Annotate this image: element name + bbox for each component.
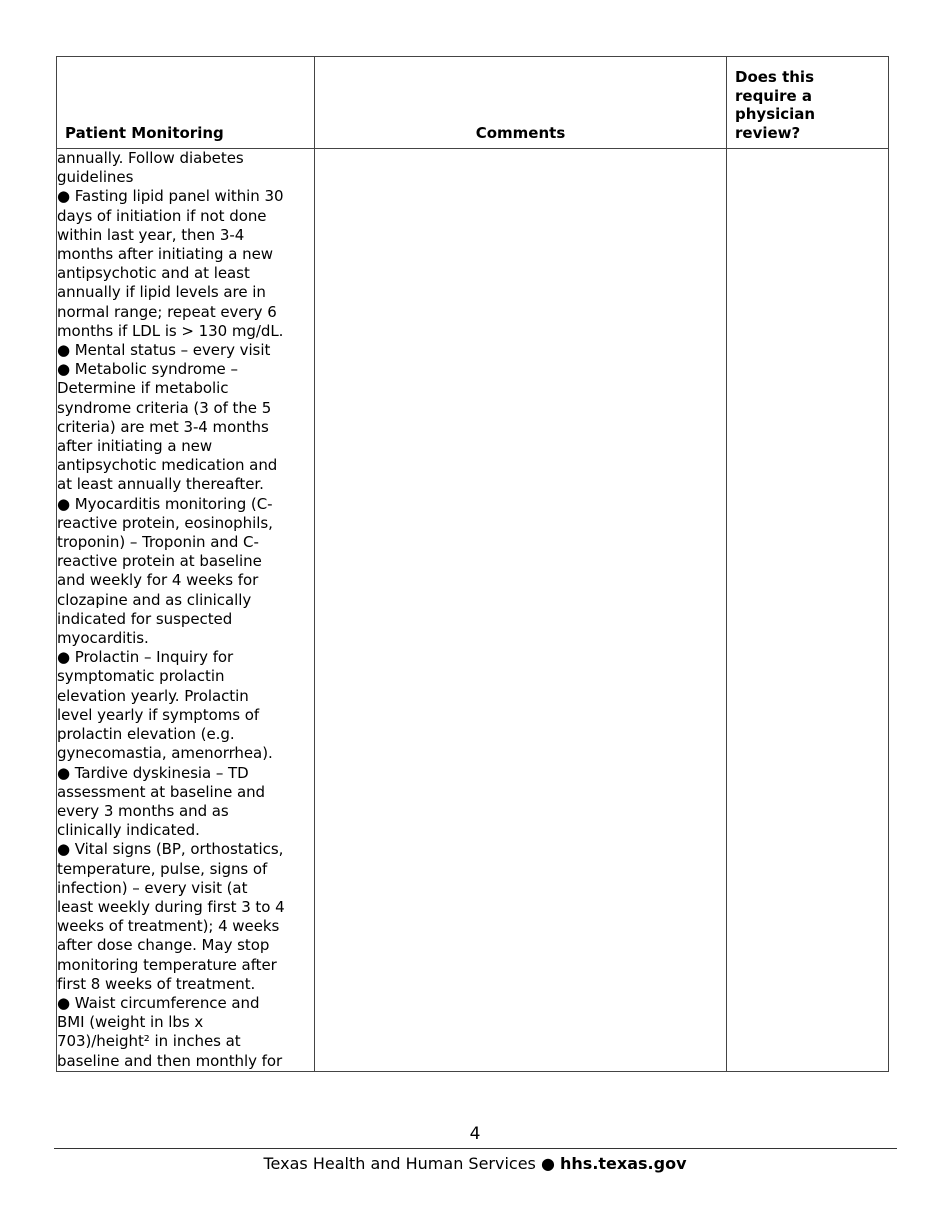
physician-review-cell bbox=[727, 149, 889, 1072]
monitoring-text-line: after dose change. May stop bbox=[57, 936, 270, 955]
header-physician-review-line: require a bbox=[735, 86, 813, 105]
footer-domain: hhs.texas.gov bbox=[560, 1154, 687, 1173]
monitoring-text-line: antipsychotic medication and bbox=[57, 456, 278, 475]
monitoring-text-line: after initiating a new bbox=[57, 437, 213, 456]
monitoring-text-line: monitoring temperature after bbox=[57, 955, 277, 974]
monitoring-text-line: symptomatic prolactin bbox=[57, 667, 225, 686]
monitoring-text-line: myocarditis. bbox=[57, 629, 149, 648]
header-physician-review-line: Does this bbox=[735, 68, 814, 86]
monitoring-text-line: months after initiating a new bbox=[57, 245, 273, 264]
monitoring-text-line: temperature, pulse, signs of bbox=[57, 859, 268, 878]
monitoring-text-line: ● Mental status – every visit bbox=[57, 341, 271, 360]
monitoring-text-line: ● Vital signs (BP, orthostatics, bbox=[57, 840, 284, 859]
monitoring-text-line: ● Prolactin – Inquiry for bbox=[57, 648, 234, 667]
monitoring-text-line: ● Myocarditis monitoring (C- bbox=[57, 494, 273, 513]
monitoring-text-line: ● Fasting lipid panel within 30 bbox=[57, 187, 284, 206]
monitoring-text-line: ● Tardive dyskinesia – TD bbox=[57, 763, 249, 782]
monitoring-text-line: 703)/height² in inches at bbox=[57, 1032, 241, 1051]
monitoring-text-line: normal range; repeat every 6 bbox=[57, 302, 277, 321]
monitoring-text-line: level yearly if symptoms of bbox=[57, 705, 260, 724]
monitoring-text-line: reactive protein at baseline bbox=[57, 552, 262, 571]
monitoring-text-line: antipsychotic and at least bbox=[57, 264, 250, 283]
monitoring-text-line: least weekly during first 3 to 4 bbox=[57, 897, 285, 916]
table-row bbox=[57, 149, 889, 1072]
monitoring-text-line: elevation yearly. Prolactin bbox=[57, 686, 249, 705]
header-comments: Comments bbox=[315, 57, 727, 149]
header-patient-monitoring: Patient Monitoring bbox=[57, 57, 315, 149]
monitoring-text-line: gynecomastia, amenorrhea). bbox=[57, 744, 273, 763]
monitoring-text-line: within last year, then 3-4 bbox=[57, 225, 245, 244]
monitoring-text-line: ● Waist circumference and bbox=[57, 993, 260, 1012]
monitoring-text-line: assessment at baseline and bbox=[57, 782, 266, 801]
footer bbox=[0, 1154, 950, 1173]
comments-cell bbox=[315, 149, 727, 1072]
header-physician-review bbox=[727, 57, 889, 149]
monitoring-text-line: guidelines bbox=[57, 168, 134, 187]
monitoring-text-line: ● Metabolic syndrome – bbox=[57, 360, 238, 379]
patient-monitoring-table bbox=[56, 56, 889, 1072]
monitoring-text-line: BMI (weight in lbs x bbox=[57, 1013, 204, 1032]
monitoring-text-line: weeks of treatment); 4 weeks bbox=[57, 917, 280, 936]
monitoring-text-line: days of initiation if not done bbox=[57, 206, 267, 225]
monitoring-text-line: reactive protein, eosinophils, bbox=[57, 513, 273, 532]
monitoring-text-line: prolactin elevation (e.g. bbox=[57, 725, 235, 744]
monitoring-text-line: infection) – every visit (at bbox=[57, 878, 248, 897]
table-header-row bbox=[57, 57, 889, 149]
monitoring-text-line: baseline and then monthly for bbox=[57, 1051, 283, 1070]
footer-divider bbox=[54, 1148, 897, 1149]
monitoring-text-line: clinically indicated. bbox=[57, 821, 200, 840]
monitoring-text-line: every 3 months and as bbox=[57, 801, 229, 820]
patient-monitoring-cell bbox=[57, 149, 315, 1072]
monitoring-text-line: annually if lipid levels are in bbox=[57, 283, 266, 302]
header-physician-review-line: review? bbox=[735, 123, 801, 142]
monitoring-text-line: indicated for suspected bbox=[57, 609, 233, 628]
monitoring-text-line: first 8 weeks of treatment. bbox=[57, 974, 256, 993]
page-number: 4 bbox=[469, 1124, 481, 1144]
monitoring-text-line: clozapine and as clinically bbox=[57, 590, 252, 609]
header-physician-review-line: physician bbox=[735, 105, 816, 123]
monitoring-text-line: Determine if metabolic bbox=[57, 379, 229, 398]
monitoring-text-line: months if LDL is > 130 mg/dL. bbox=[57, 321, 284, 340]
monitoring-text-line: syndrome criteria (3 of the 5 bbox=[57, 398, 272, 417]
monitoring-text-line: troponin) – Troponin and C- bbox=[57, 533, 259, 552]
footer-organization: Texas Health and Human Services ● bbox=[263, 1154, 561, 1173]
monitoring-text-line: criteria) are met 3-4 months bbox=[57, 417, 269, 436]
monitoring-text-line: at least annually thereafter. bbox=[57, 475, 264, 494]
monitoring-text-line: and weekly for 4 weeks for bbox=[57, 571, 259, 590]
monitoring-text-line: annually. Follow diabetes bbox=[57, 149, 244, 167]
